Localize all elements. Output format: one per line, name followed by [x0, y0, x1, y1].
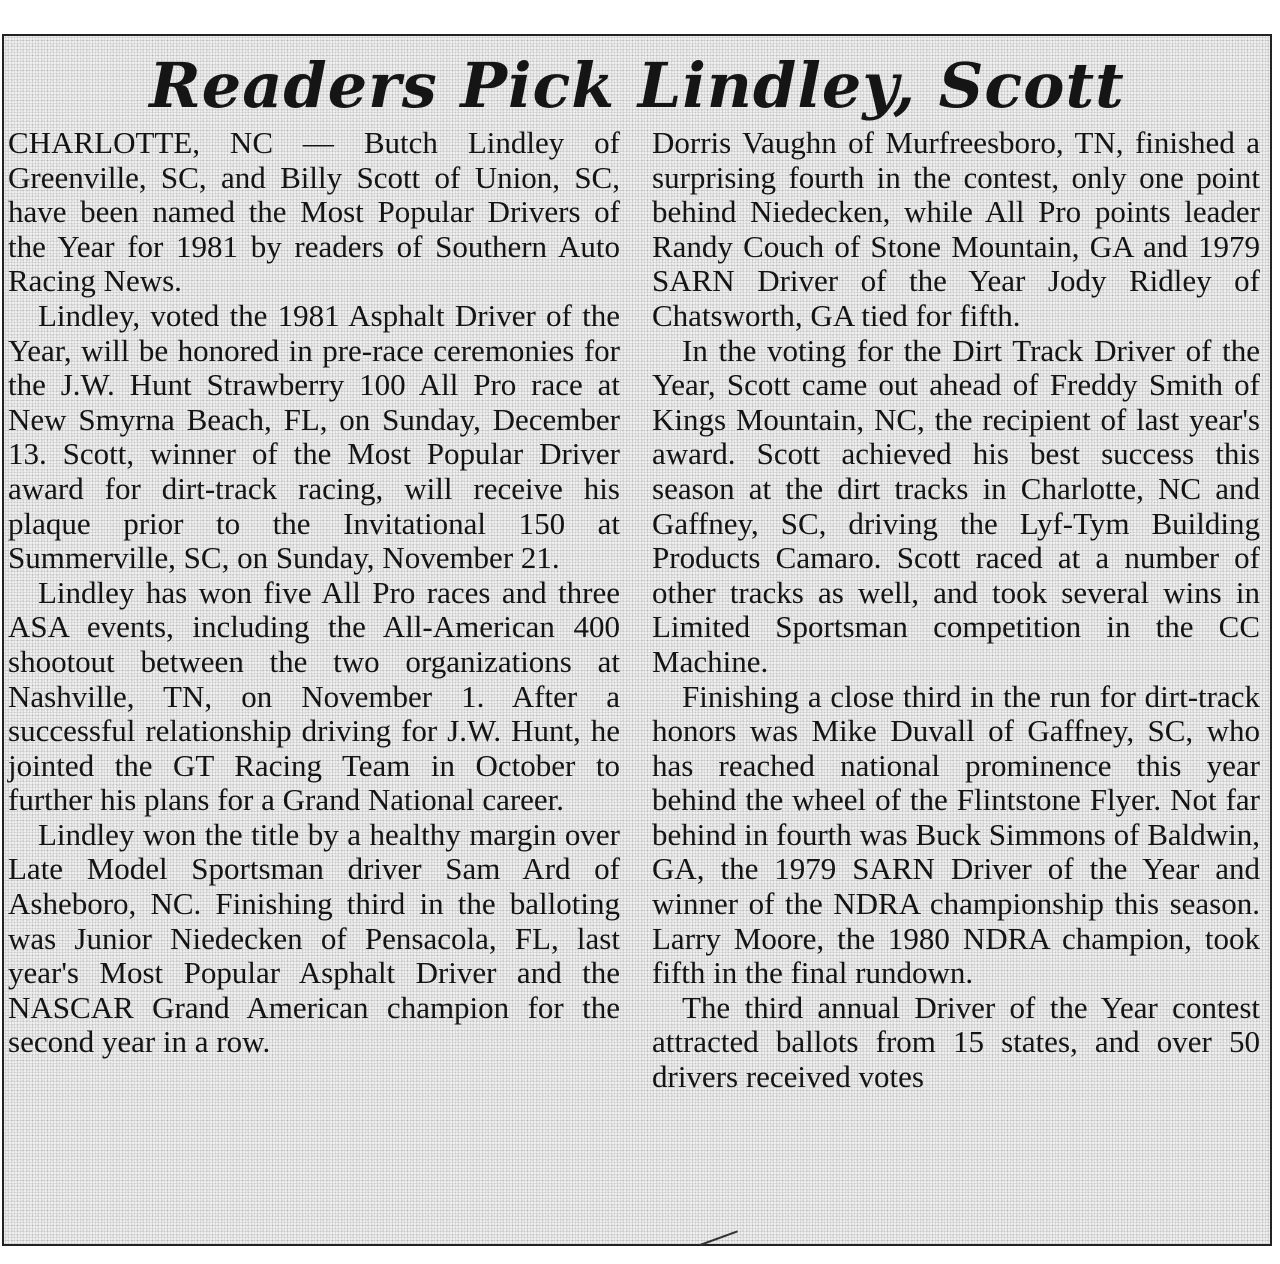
newspaper-clipping	[2, 34, 1272, 1246]
paragraph: Dorris Vaughn of Murfreesboro, TN, finished a surprising fourth in the contest, only one point behind Niedecken, while All Pro points leader Randy Couch of Stone Mountain, GA and 1979 SARN Driver of the Year Jody Ridley of Chatsworth, GA tied for fifth.	[652, 125, 1260, 333]
paragraph: Finishing a close third in the run for dirt-track honors was Mike Duvall of Gaffney, SC, who has reached national prominence this year behind the wheel of the Flintstone Flyer. Not far behind in fourth was Buck Simmons of Baldwin, GA, the 1979 SARN Driver of the Year and winner of the NDRA championship this season. Larry Moore, the 1980 NDRA champion, took fifth in the final rundown.	[652, 678, 1260, 991]
paragraph: The third annual Driver of the Year contest attracted ballots from 15 states, and over 50 drivers received votes	[652, 989, 1260, 1095]
paragraph: Lindley won the title by a healthy margin over Late Model Sportsman driver Sam Ard of Asheboro, NC. Finishing third in the balloting was Junior Niedecken of Pensacola, FL, last year's Most Popular Asphalt Driver and the NASCAR Grand American champion for the second year in a row.	[8, 816, 620, 1060]
paragraph: Lindley has won five All Pro races and three ASA events, including the All-American 400 shootout between the two organizations at Nashville, TN, on November 1. After a successful relationship driving for J.W. Hunt, he jointed the GT Racing Team in October to further his plans for a Grand National career.	[8, 574, 620, 818]
article-column-right	[652, 126, 1260, 1095]
headline: Readers Pick Lindley, Scott	[149, 49, 1125, 122]
article-column-left	[8, 126, 620, 1060]
paragraph: Lindley, voted the 1981 Asphalt Driver of the Year, will be honored in pre-race ceremonies for the J.W. Hunt Strawberry 100 All Pro race at New Smyrna Beach, FL, on Sunday, December 13. Scott, winner of the Most Popular Driver award for dirt-track racing, will receive his plaque prior to the Invitational 150 at Summerville, SC, on Sunday, November 21.	[8, 297, 620, 576]
paragraph: CHARLOTTE, NC — Butch Lindley of Greenville, SC, and Billy Scott of Union, SC, have been named the Most Popular Drivers of the Year for 1981 by readers of Southern Auto Racing News.	[8, 125, 620, 299]
paragraph: In the voting for the Dirt Track Driver of the Year, Scott came out ahead of Freddy Smith of Kings Mountain, NC, the recipient of last year's award. Scott achieved his best success this season at the dirt tracks in Charlotte, NC and Gaffney, SC, driving the Lyf-Tym Building Products Camaro. Scott raced at a number of other tracks as well, and took several wins in Limited Sportsman competition in the CC Machine.	[652, 332, 1260, 679]
